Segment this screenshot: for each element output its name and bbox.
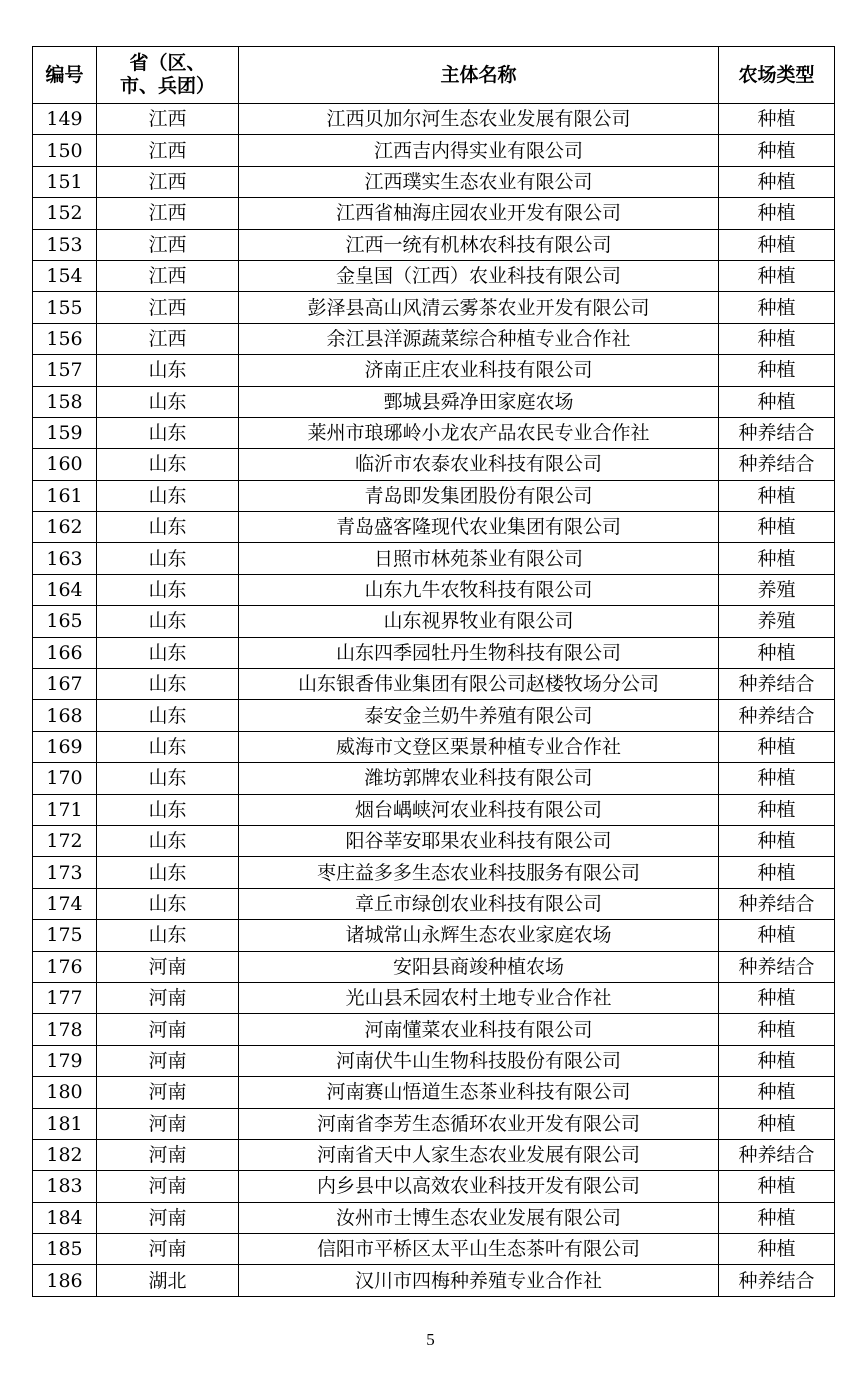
row-number-cell: 151 <box>33 166 97 197</box>
row-number-cell: 182 <box>33 1139 97 1170</box>
entity-name-cell: 诸城常山永辉生态农业家庭农场 <box>239 920 719 951</box>
farm-type-cell: 种养结合 <box>719 951 835 982</box>
province-cell: 山东 <box>97 700 239 731</box>
table-row <box>33 1108 835 1139</box>
row-number-cell: 184 <box>33 1202 97 1233</box>
province-cell: 江西 <box>97 292 239 323</box>
province-cell: 山东 <box>97 888 239 919</box>
entity-name-cell: 江西璞实生态农业有限公司 <box>239 166 719 197</box>
table-row <box>33 1234 835 1265</box>
province-cell: 江西 <box>97 104 239 135</box>
farm-type-cell: 种养结合 <box>719 1265 835 1296</box>
province-cell: 河南 <box>97 1139 239 1170</box>
entity-name-cell: 山东四季园牡丹生物科技有限公司 <box>239 637 719 668</box>
province-cell: 山东 <box>97 857 239 888</box>
header-province-line1: 省（区、 <box>129 52 206 74</box>
farm-type-cell: 种植 <box>719 386 835 417</box>
row-number-cell: 165 <box>33 606 97 637</box>
table-row <box>33 1139 835 1170</box>
farm-type-cell: 养殖 <box>719 606 835 637</box>
farm-type-cell: 种植 <box>719 1077 835 1108</box>
farm-type-cell: 种养结合 <box>719 1139 835 1170</box>
entity-name-cell: 山东九牛农牧科技有限公司 <box>239 574 719 605</box>
row-number-cell: 157 <box>33 355 97 386</box>
row-number-cell: 177 <box>33 982 97 1013</box>
table-row <box>33 1045 835 1076</box>
table-row <box>33 229 835 260</box>
entity-name-cell: 山东银香伟业集团有限公司赵楼牧场分公司 <box>239 669 719 700</box>
farm-type-cell: 种植 <box>719 1234 835 1265</box>
row-number-cell: 173 <box>33 857 97 888</box>
table-row <box>33 700 835 731</box>
row-number-cell: 176 <box>33 951 97 982</box>
table-row <box>33 574 835 605</box>
row-number-cell: 185 <box>33 1234 97 1265</box>
province-cell: 山东 <box>97 480 239 511</box>
farm-type-cell: 种植 <box>719 355 835 386</box>
row-number-cell: 183 <box>33 1171 97 1202</box>
table-row <box>33 417 835 448</box>
province-cell: 山东 <box>97 763 239 794</box>
table-row <box>33 920 835 951</box>
entity-name-cell: 江西吉内得实业有限公司 <box>239 135 719 166</box>
farm-type-cell: 种植 <box>719 1014 835 1045</box>
farm-type-cell: 种植 <box>719 920 835 951</box>
row-number-cell: 168 <box>33 700 97 731</box>
table-header-row <box>33 47 835 104</box>
province-cell: 江西 <box>97 323 239 354</box>
province-cell: 江西 <box>97 135 239 166</box>
entity-name-cell: 河南懂菜农业科技有限公司 <box>239 1014 719 1045</box>
entity-name-cell: 汉川市四梅种养殖专业合作社 <box>239 1265 719 1296</box>
province-cell: 山东 <box>97 637 239 668</box>
province-cell: 江西 <box>97 260 239 291</box>
table-row <box>33 794 835 825</box>
province-cell: 山东 <box>97 606 239 637</box>
province-cell: 湖北 <box>97 1265 239 1296</box>
entity-name-cell: 章丘市绿创农业科技有限公司 <box>239 888 719 919</box>
farm-type-cell: 种养结合 <box>719 449 835 480</box>
header-province <box>97 47 239 104</box>
entity-name-cell: 金皇国（江西）农业科技有限公司 <box>239 260 719 291</box>
province-cell: 山东 <box>97 386 239 417</box>
farm-type-cell: 种植 <box>719 166 835 197</box>
farm-type-cell: 种植 <box>719 1171 835 1202</box>
row-number-cell: 181 <box>33 1108 97 1139</box>
farm-type-cell: 种养结合 <box>719 700 835 731</box>
farm-type-cell: 种植 <box>719 260 835 291</box>
table-row <box>33 1077 835 1108</box>
table-row <box>33 355 835 386</box>
farm-type-cell: 种植 <box>719 637 835 668</box>
entity-name-cell: 江西贝加尔河生态农业发展有限公司 <box>239 104 719 135</box>
farm-type-cell: 种养结合 <box>719 888 835 919</box>
province-cell: 河南 <box>97 1014 239 1045</box>
row-number-cell: 179 <box>33 1045 97 1076</box>
row-number-cell: 159 <box>33 417 97 448</box>
row-number-cell: 167 <box>33 669 97 700</box>
entity-name-cell: 济南正庄农业科技有限公司 <box>239 355 719 386</box>
row-number-cell: 180 <box>33 1077 97 1108</box>
farm-type-cell: 种植 <box>719 763 835 794</box>
farm-type-cell: 种植 <box>719 857 835 888</box>
row-number-cell: 150 <box>33 135 97 166</box>
entity-name-cell: 烟台嵎峡河农业科技有限公司 <box>239 794 719 825</box>
table-row <box>33 198 835 229</box>
row-number-cell: 149 <box>33 104 97 135</box>
farm-type-cell: 种植 <box>719 512 835 543</box>
farm-type-cell: 种植 <box>719 104 835 135</box>
farm-type-cell: 种植 <box>719 982 835 1013</box>
header-province-line2: 市、兵团） <box>119 75 215 97</box>
entity-name-cell: 光山县禾园农村土地专业合作社 <box>239 982 719 1013</box>
farm-type-cell: 种植 <box>719 794 835 825</box>
header-entity-name: 主体名称 <box>239 47 719 104</box>
row-number-cell: 170 <box>33 763 97 794</box>
entity-name-cell: 泰安金兰奶牛养殖有限公司 <box>239 700 719 731</box>
header-farm-type: 农场类型 <box>719 47 835 104</box>
entity-name-cell: 莱州市琅琊岭小龙农产品农民专业合作社 <box>239 417 719 448</box>
table-row <box>33 449 835 480</box>
province-cell: 江西 <box>97 198 239 229</box>
row-number-cell: 178 <box>33 1014 97 1045</box>
row-number-cell: 174 <box>33 888 97 919</box>
row-number-cell: 186 <box>33 1265 97 1296</box>
row-number-cell: 164 <box>33 574 97 605</box>
province-cell: 河南 <box>97 1171 239 1202</box>
row-number-cell: 160 <box>33 449 97 480</box>
table-row <box>33 669 835 700</box>
province-cell: 山东 <box>97 920 239 951</box>
table-row <box>33 1014 835 1045</box>
farm-type-cell: 种养结合 <box>719 669 835 700</box>
row-number-cell: 156 <box>33 323 97 354</box>
farm-type-cell: 种植 <box>719 480 835 511</box>
farm-type-cell: 养殖 <box>719 574 835 605</box>
table-row <box>33 292 835 323</box>
table-row <box>33 888 835 919</box>
table-row <box>33 1265 835 1296</box>
entity-name-cell: 山东视界牧业有限公司 <box>239 606 719 637</box>
entity-name-cell: 潍坊郭牌农业科技有限公司 <box>239 763 719 794</box>
province-cell: 山东 <box>97 794 239 825</box>
province-cell: 河南 <box>97 1077 239 1108</box>
province-cell: 河南 <box>97 1108 239 1139</box>
province-cell: 山东 <box>97 669 239 700</box>
farm-type-cell: 种植 <box>719 323 835 354</box>
row-number-cell: 166 <box>33 637 97 668</box>
table-row <box>33 637 835 668</box>
province-cell: 山东 <box>97 825 239 856</box>
entity-name-cell: 河南伏牛山生物科技股份有限公司 <box>239 1045 719 1076</box>
farm-type-cell: 种植 <box>719 1108 835 1139</box>
entity-name-cell: 彭泽县高山风清云雾茶农业开发有限公司 <box>239 292 719 323</box>
farm-type-cell: 种养结合 <box>719 417 835 448</box>
entity-name-cell: 江西省柚海庄园农业开发有限公司 <box>239 198 719 229</box>
row-number-cell: 172 <box>33 825 97 856</box>
entity-name-cell: 临沂市农泰农业科技有限公司 <box>239 449 719 480</box>
entity-name-cell: 威海市文登区栗景种植专业合作社 <box>239 731 719 762</box>
table-row <box>33 857 835 888</box>
row-number-cell: 158 <box>33 386 97 417</box>
row-number-cell: 155 <box>33 292 97 323</box>
table-row <box>33 951 835 982</box>
entity-name-cell: 枣庄益多多生态农业科技服务有限公司 <box>239 857 719 888</box>
entity-name-cell: 河南赛山悟道生态茶业科技有限公司 <box>239 1077 719 1108</box>
entity-name-cell: 信阳市平桥区太平山生态茶叶有限公司 <box>239 1234 719 1265</box>
farm-type-cell: 种植 <box>719 825 835 856</box>
farm-type-cell: 种植 <box>719 543 835 574</box>
header-number: 编号 <box>33 47 97 104</box>
table-row <box>33 731 835 762</box>
province-cell: 河南 <box>97 1234 239 1265</box>
farm-type-cell: 种植 <box>719 1045 835 1076</box>
farm-type-cell: 种植 <box>719 198 835 229</box>
province-cell: 河南 <box>97 1045 239 1076</box>
farm-type-cell: 种植 <box>719 135 835 166</box>
table-row <box>33 982 835 1013</box>
entity-name-cell: 青岛盛客隆现代农业集团有限公司 <box>239 512 719 543</box>
row-number-cell: 171 <box>33 794 97 825</box>
row-number-cell: 161 <box>33 480 97 511</box>
row-number-cell: 152 <box>33 198 97 229</box>
table-row <box>33 763 835 794</box>
table-row <box>33 1202 835 1233</box>
table-row <box>33 166 835 197</box>
province-cell: 江西 <box>97 229 239 260</box>
entity-name-cell: 江西一统有机林农科技有限公司 <box>239 229 719 260</box>
province-cell: 山东 <box>97 417 239 448</box>
farm-type-cell: 种植 <box>719 292 835 323</box>
entity-name-cell: 日照市林苑茶业有限公司 <box>239 543 719 574</box>
page-number: 5 <box>426 1330 435 1349</box>
province-cell: 河南 <box>97 1202 239 1233</box>
table-row <box>33 386 835 417</box>
province-cell: 山东 <box>97 731 239 762</box>
entity-name-cell: 青岛即发集团股份有限公司 <box>239 480 719 511</box>
table-row <box>33 543 835 574</box>
entity-name-cell: 安阳县商竣种植农场 <box>239 951 719 982</box>
row-number-cell: 153 <box>33 229 97 260</box>
province-cell: 山东 <box>97 574 239 605</box>
entity-name-cell: 内乡县中以高效农业科技开发有限公司 <box>239 1171 719 1202</box>
table-row <box>33 1171 835 1202</box>
farm-type-cell: 种植 <box>719 229 835 260</box>
province-cell: 河南 <box>97 982 239 1013</box>
table-row <box>33 606 835 637</box>
entity-name-cell: 鄄城县舜净田家庭农场 <box>239 386 719 417</box>
province-cell: 山东 <box>97 543 239 574</box>
row-number-cell: 162 <box>33 512 97 543</box>
province-cell: 山东 <box>97 449 239 480</box>
row-number-cell: 175 <box>33 920 97 951</box>
row-number-cell: 163 <box>33 543 97 574</box>
province-cell: 河南 <box>97 951 239 982</box>
farm-list-table <box>32 46 835 1297</box>
entity-name-cell: 余江县洋源蔬菜综合种植专业合作社 <box>239 323 719 354</box>
table-row <box>33 135 835 166</box>
table-row <box>33 825 835 856</box>
entity-name-cell: 汝州市士博生态农业发展有限公司 <box>239 1202 719 1233</box>
row-number-cell: 169 <box>33 731 97 762</box>
farm-type-cell: 种植 <box>719 731 835 762</box>
table-row <box>33 260 835 291</box>
province-cell: 山东 <box>97 355 239 386</box>
farm-type-cell: 种植 <box>719 1202 835 1233</box>
table-row <box>33 323 835 354</box>
entity-name-cell: 河南省天中人家生态农业发展有限公司 <box>239 1139 719 1170</box>
table-row <box>33 512 835 543</box>
table-row <box>33 104 835 135</box>
entity-name-cell: 阳谷莘安耶果农业科技有限公司 <box>239 825 719 856</box>
table-row <box>33 480 835 511</box>
entity-name-cell: 河南省李芳生态循环农业开发有限公司 <box>239 1108 719 1139</box>
row-number-cell: 154 <box>33 260 97 291</box>
province-cell: 江西 <box>97 166 239 197</box>
province-cell: 山东 <box>97 512 239 543</box>
